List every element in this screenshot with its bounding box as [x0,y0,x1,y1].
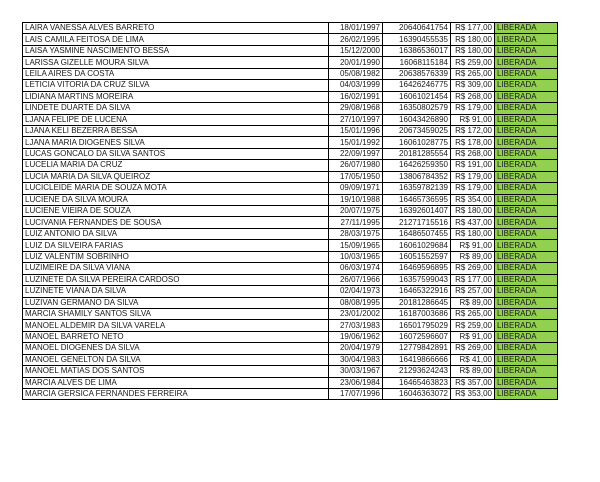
cell-birth-date[interactable]: 26/07/1980 [329,160,383,171]
cell-status[interactable]: LIBERADA [495,297,558,308]
cell-birth-date[interactable]: 19/10/1988 [329,194,383,205]
cell-birth-date[interactable]: 20/01/1990 [329,57,383,68]
table-row [23,194,558,205]
cell-name[interactable]: MANOEL BARRETO NETO [23,331,329,342]
table-row [23,331,558,342]
table-row [23,240,558,251]
cell-birth-date[interactable]: 30/03/1967 [329,366,383,377]
cell-value[interactable]: R$ 354,00 [451,194,495,205]
cell-status[interactable]: LIBERADA [495,91,558,102]
cell-status[interactable]: LIBERADA [495,228,558,239]
cell-nis[interactable]: 21271715516 [383,217,451,228]
cell-birth-date[interactable]: 26/07/1966 [329,274,383,285]
cell-value[interactable]: R$ 180,00 [451,45,495,56]
cell-value[interactable]: R$ 179,00 [451,183,495,194]
table-row [23,308,558,319]
cell-name[interactable]: LETICIA VITORIA DA CRUZ SILVA [23,80,329,91]
cell-nis[interactable]: 21293624243 [383,366,451,377]
table-row [23,263,558,274]
cell-status[interactable]: LIBERADA [495,263,558,274]
cell-name[interactable]: LINDETE DUARTE DA SILVA [23,103,329,114]
table-row [23,103,558,114]
cell-value[interactable]: R$ 268,00 [451,91,495,102]
cell-status[interactable]: LIBERADA [495,103,558,114]
cell-status[interactable]: LIBERADA [495,354,558,365]
table-row [23,217,558,228]
table-row [23,160,558,171]
cell-birth-date[interactable]: 28/03/1975 [329,228,383,239]
cell-status[interactable]: LIBERADA [495,389,558,400]
cell-birth-date[interactable]: 26/02/1995 [329,34,383,45]
cell-birth-date[interactable]: 27/10/1997 [329,114,383,125]
cell-nis[interactable]: 16359782139 [383,183,451,194]
cell-nis[interactable]: 16043426890 [383,114,451,125]
cell-status[interactable]: LIBERADA [495,68,558,79]
table-row [23,45,558,56]
table-row [23,57,558,68]
cell-nis[interactable]: 16386536017 [383,45,451,56]
cell-status[interactable]: LIBERADA [495,274,558,285]
cell-value[interactable]: R$ 269,00 [451,263,495,274]
cell-name[interactable]: LUZIVAN GERMANO DA SILVA [23,297,329,308]
cell-status[interactable]: LIBERADA [495,45,558,56]
cell-value[interactable]: R$ 259,00 [451,57,495,68]
cell-value[interactable]: R$ 172,00 [451,125,495,136]
cell-nis[interactable]: 13806784352 [383,171,451,182]
cell-birth-date[interactable]: 23/01/2002 [329,308,383,319]
table-row [23,206,558,217]
cell-name[interactable]: LUIZ DA SILVEIRA FARIAS [23,240,329,251]
cell-birth-date[interactable]: 27/03/1983 [329,320,383,331]
cell-value[interactable]: R$ 259,00 [451,320,495,331]
cell-status[interactable]: LIBERADA [495,206,558,217]
cell-name[interactable]: LJANA KELI BEZERRA BESSA [23,125,329,136]
cell-birth-date[interactable]: 19/06/1962 [329,331,383,342]
cell-name[interactable]: MANOEL MATIAS DOS SANTOS [23,366,329,377]
cell-nis[interactable]: 16390455535 [383,34,451,45]
cell-name[interactable]: MARCIA ALVES DE LIMA [23,377,329,388]
cell-value[interactable]: R$ 177,00 [451,23,495,34]
cell-status[interactable]: LIBERADA [495,183,558,194]
table-row [23,228,558,239]
table-row [23,80,558,91]
cell-birth-date[interactable]: 09/09/1971 [329,183,383,194]
table-body [23,23,558,400]
cell-value[interactable]: R$ 179,00 [451,103,495,114]
cell-status[interactable]: LIBERADA [495,137,558,148]
cell-status[interactable]: LIBERADA [495,251,558,262]
cell-birth-date[interactable]: 06/03/1974 [329,263,383,274]
cell-nis[interactable]: 16357599043 [383,274,451,285]
cell-birth-date[interactable]: 20/07/1975 [329,206,383,217]
cell-status[interactable]: LIBERADA [495,366,558,377]
cell-name[interactable]: LJANA MARIA DIOGENES SILVA [23,137,329,148]
cell-value[interactable]: R$ 257,00 [451,286,495,297]
table-row [23,125,558,136]
cell-value[interactable]: R$ 357,00 [451,377,495,388]
cell-status[interactable]: LIBERADA [495,217,558,228]
cell-status[interactable]: LIBERADA [495,320,558,331]
cell-birth-date[interactable]: 20/04/1979 [329,343,383,354]
cell-status[interactable]: LIBERADA [495,343,558,354]
cell-status[interactable]: LIBERADA [495,80,558,91]
cell-value[interactable]: R$ 180,00 [451,228,495,239]
table-row [23,34,558,45]
cell-status[interactable]: LIBERADA [495,286,558,297]
cell-name[interactable]: LUCIA MARIA DA SILVA QUEIROZ [23,171,329,182]
table-row [23,377,558,388]
cell-value[interactable]: R$ 91,00 [451,331,495,342]
cell-name[interactable]: LUZINETE VIANA DA SILVA [23,286,329,297]
cell-nis[interactable]: 16501795029 [383,320,451,331]
cell-nis[interactable]: 16051552597 [383,251,451,262]
cell-nis[interactable]: 16072596607 [383,331,451,342]
cell-status[interactable]: LIBERADA [495,171,558,182]
cell-value[interactable]: R$ 91,00 [451,240,495,251]
cell-status[interactable]: LIBERADA [495,23,558,34]
cell-status[interactable]: LIBERADA [495,148,558,159]
cell-nis[interactable]: 16392601407 [383,206,451,217]
table-row [23,320,558,331]
cell-nis[interactable]: 16469596895 [383,263,451,274]
cell-birth-date[interactable]: 15/12/2000 [329,45,383,56]
cell-name[interactable]: MARCIA GERSICA FERNANDES FERREIRA [23,389,329,400]
cell-nis[interactable]: 20638576339 [383,68,451,79]
cell-name[interactable]: LUCAS GONCALO DA SILVA SANTOS [23,148,329,159]
cell-value[interactable]: R$ 180,00 [451,34,495,45]
cell-nis[interactable]: 16061029684 [383,240,451,251]
table-row [23,114,558,125]
cell-value[interactable]: R$ 91,00 [451,114,495,125]
table-row [23,286,558,297]
cell-value[interactable]: R$ 179,00 [451,171,495,182]
cell-name[interactable]: LEILA AIRES DA COSTA [23,68,329,79]
cell-birth-date[interactable]: 30/04/1983 [329,354,383,365]
cell-name[interactable]: LUCIENE VIEIRA DE SOUZA [23,206,329,217]
table-row [23,68,558,79]
cell-nis[interactable]: 20181285554 [383,148,451,159]
cell-status[interactable]: LIBERADA [495,331,558,342]
table-row [23,354,558,365]
cell-name[interactable]: LARISSA GIZELLE MOURA SILVA [23,57,329,68]
cell-nis[interactable]: 16350802579 [383,103,451,114]
beneficiary-table [22,22,558,400]
cell-nis[interactable]: 16426246775 [383,80,451,91]
spreadsheet-sheet [22,22,557,400]
cell-nis[interactable]: 16061028775 [383,137,451,148]
cell-name[interactable]: LUIZ VALENTIM SOBRINHO [23,251,329,262]
cell-birth-date[interactable]: 18/01/1997 [329,23,383,34]
cell-nis[interactable]: 16068115184 [383,57,451,68]
cell-nis[interactable]: 16465736595 [383,194,451,205]
cell-value[interactable]: R$ 437,00 [451,217,495,228]
table-row [23,297,558,308]
cell-birth-date[interactable]: 15/01/1992 [329,137,383,148]
cell-name[interactable]: LAIRA VANESSA ALVES BARRETO [23,23,329,34]
cell-nis[interactable]: 16465322916 [383,286,451,297]
cell-value[interactable]: R$ 89,00 [451,366,495,377]
cell-value[interactable]: R$ 265,00 [451,68,495,79]
cell-nis[interactable]: 20640641754 [383,23,451,34]
cell-nis[interactable]: 16465463823 [383,377,451,388]
table-row [23,389,558,400]
cell-birth-date[interactable]: 17/07/1996 [329,389,383,400]
cell-birth-date[interactable]: 27/11/1995 [329,217,383,228]
cell-birth-date[interactable]: 15/09/1965 [329,240,383,251]
table-row [23,148,558,159]
cell-name[interactable]: MANOEL ALDEMIR DA SILVA VARELA [23,320,329,331]
cell-name[interactable]: LUCELIA MARIA DA CRUZ [23,160,329,171]
cell-nis[interactable]: 16426259350 [383,160,451,171]
cell-name[interactable]: LUCIENE DA SILVA MOURA [23,194,329,205]
cell-value[interactable]: R$ 41,00 [451,354,495,365]
cell-name[interactable]: LAIS CAMILA FEITOSA DE LIMA [23,34,329,45]
cell-birth-date[interactable]: 15/01/1996 [329,125,383,136]
cell-birth-date[interactable]: 02/04/1973 [329,286,383,297]
cell-birth-date[interactable]: 10/03/1965 [329,251,383,262]
cell-nis[interactable]: 16187003686 [383,308,451,319]
cell-status[interactable]: LIBERADA [495,308,558,319]
cell-birth-date[interactable]: 05/08/1982 [329,68,383,79]
cell-value[interactable]: R$ 89,00 [451,297,495,308]
cell-status[interactable]: LIBERADA [495,57,558,68]
table-row [23,274,558,285]
cell-name[interactable]: MANOEL GENELTON DA SILVA [23,354,329,365]
cell-name[interactable]: MANOEL DIOGENES DA SILVA [23,343,329,354]
cell-birth-date[interactable]: 29/08/1968 [329,103,383,114]
cell-name[interactable]: LUCIVANIA FERNANDES DE SOUSA [23,217,329,228]
cell-nis[interactable]: 20673459025 [383,125,451,136]
table-row [23,171,558,182]
table-row [23,251,558,262]
cell-name[interactable]: LUZINETE DA SILVA PEREIRA CARDOSO [23,274,329,285]
cell-nis[interactable]: 16486507455 [383,228,451,239]
cell-status[interactable]: LIBERADA [495,160,558,171]
cell-status[interactable]: LIBERADA [495,125,558,136]
cell-value[interactable]: R$ 309,00 [451,80,495,91]
cell-name[interactable]: LJANA FELIPE DE LUCENA [23,114,329,125]
cell-birth-date[interactable]: 08/08/1995 [329,297,383,308]
cell-nis[interactable]: 16046363072 [383,389,451,400]
table-row [23,183,558,194]
cell-nis[interactable]: 20181286645 [383,297,451,308]
cell-name[interactable]: LUZIMEIRE DA SILVA VIANA [23,263,329,274]
cell-value[interactable]: R$ 180,00 [451,206,495,217]
table-row [23,23,558,34]
cell-status[interactable]: LIBERADA [495,114,558,125]
cell-nis[interactable]: 12779842891 [383,343,451,354]
cell-nis[interactable]: 16419866666 [383,354,451,365]
cell-name[interactable]: LUIZ ANTONIO DA SILVA [23,228,329,239]
cell-status[interactable]: LIBERADA [495,377,558,388]
table-row [23,91,558,102]
cell-value[interactable]: R$ 265,00 [451,308,495,319]
cell-value[interactable]: R$ 191,00 [451,160,495,171]
cell-birth-date[interactable]: 17/05/1950 [329,171,383,182]
cell-birth-date[interactable]: 04/03/1999 [329,80,383,91]
cell-name[interactable]: LUCICLEIDE MARIA DE SOUZA MOTA [23,183,329,194]
cell-value[interactable]: R$ 177,00 [451,274,495,285]
table-row [23,137,558,148]
cell-status[interactable]: LIBERADA [495,34,558,45]
cell-status[interactable]: LIBERADA [495,240,558,251]
cell-name[interactable]: LIDIANA MARTINS MOREIRA [23,91,329,102]
cell-status[interactable]: LIBERADA [495,194,558,205]
table-row [23,343,558,354]
cell-birth-date[interactable]: 23/06/1984 [329,377,383,388]
cell-value[interactable]: R$ 268,00 [451,148,495,159]
cell-name[interactable]: LAISA YASMINE NASCIMENTO BESSA [23,45,329,56]
cell-birth-date[interactable]: 16/02/1991 [329,91,383,102]
cell-name[interactable]: MARCIA SHAMILY SANTOS SILVA [23,308,329,319]
cell-value[interactable]: R$ 178,00 [451,137,495,148]
cell-birth-date[interactable]: 22/09/1997 [329,148,383,159]
cell-nis[interactable]: 16061021454 [383,91,451,102]
cell-value[interactable]: R$ 269,00 [451,343,495,354]
table-row [23,366,558,377]
cell-value[interactable]: R$ 89,00 [451,251,495,262]
cell-value[interactable]: R$ 353,00 [451,389,495,400]
